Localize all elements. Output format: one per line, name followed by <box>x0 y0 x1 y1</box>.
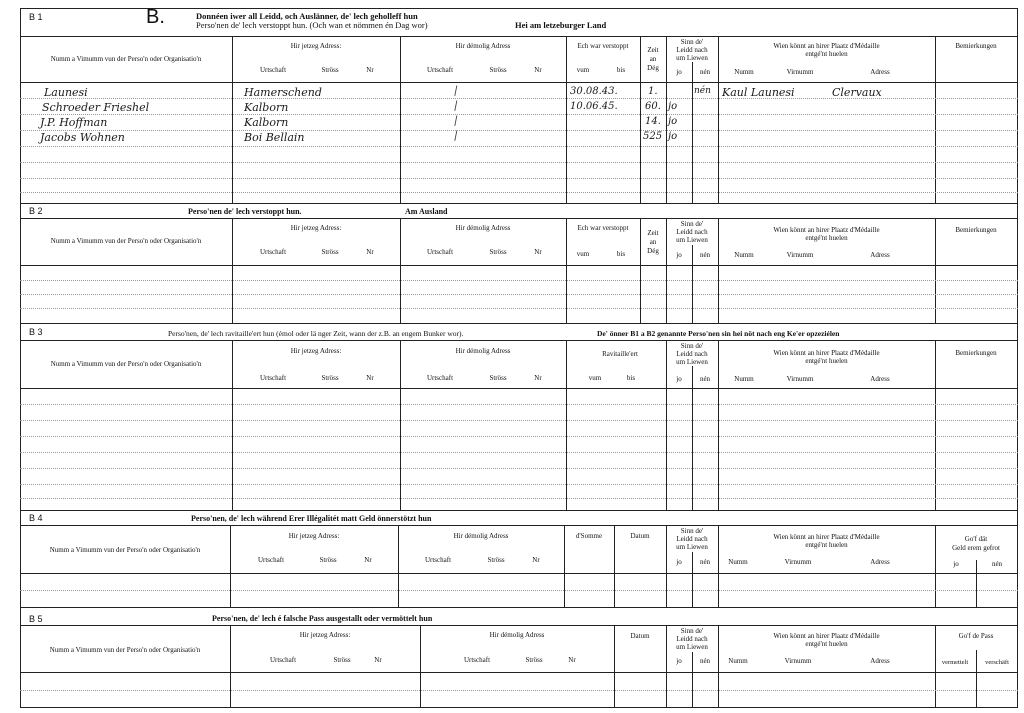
b5-sinn: Sinn de' <box>680 627 704 635</box>
b3-medaille: Wien könnt an hirer Plaatz d'Médaille <box>773 349 880 357</box>
b5-stross: Ströss <box>333 656 351 664</box>
b2-liewen: um Liewen <box>676 236 708 244</box>
section-b2-id: B 2 <box>29 206 43 216</box>
b1-sinn: Sinn de' <box>680 38 704 46</box>
form-title-line2: Perso'nen de' lech verstoppt hun. (Och wan et nömmen én Dag wor) <box>196 20 428 30</box>
b1-nen: nén <box>699 68 711 76</box>
b5-urtschaft: Urtschaft <box>269 656 297 664</box>
b5-numm: Numm <box>728 657 748 665</box>
b5-medaille: Wien könnt an hirer Plaatz d'Médaille <box>773 632 880 640</box>
b1-row2-days: 60. <box>645 101 661 112</box>
b3-numm: Numm <box>734 375 754 383</box>
b2-medaille2: entgé'nt huelen <box>805 234 848 242</box>
section-b1-id: B 1 <box>29 12 43 22</box>
b5-jo: jo <box>676 657 682 665</box>
b4-stross: Ströss <box>319 556 337 564</box>
form-title-line2b: Hei am letzeburger Land <box>515 20 607 30</box>
b4-name-header: Numm a Vimumm vun der Perso'n oder Organisatio'n <box>49 546 201 554</box>
b1-virnumm: Virnumm <box>786 68 814 76</box>
b2-leidd: Leidd nach <box>676 228 708 236</box>
b1-addr-former-header: Hir démolig Adress <box>455 42 511 50</box>
b1-nr-former: Nr <box>534 66 542 74</box>
b1-adress: Adress <box>870 68 890 76</box>
b3-addr-former: Hir démolig Adress <box>455 347 511 355</box>
b5-addr-former: Hir démolig Adress <box>489 631 545 639</box>
section-b3-title: Perso'nen, de' lech ravitaille'ert hun (émol oder lä nger Zeit, wann der z.B. an engem Bunker wor). <box>168 329 464 338</box>
b2-virnumm: Virnumm <box>786 251 814 259</box>
b1-row3-days: 14. <box>645 116 661 127</box>
section-b5-title: Perso'nen, de' lech é falsche Pass ausgestallt oder vermöttelt hun <box>212 614 433 623</box>
b3-virnumm: Virnumm <box>786 375 814 383</box>
b4-nen: nén <box>699 558 711 566</box>
b4-addr-current: Hir jetzeg Adress: <box>288 532 340 540</box>
b2-zeit-an: an <box>649 238 657 246</box>
b2-adress: Adress <box>870 251 890 259</box>
b2-stross: Ströss <box>321 248 339 256</box>
b2-ech-war: Ech war verstoppt <box>577 224 629 232</box>
b1-nr: Nr <box>366 66 374 74</box>
b5-virnumm: Virnumm <box>784 657 812 665</box>
b1-ech-war: Ech war verstoppt <box>577 42 629 50</box>
b5-nr-former: Nr <box>568 656 576 664</box>
section-b3-id: B 3 <box>29 327 43 337</box>
b1-row1-from: 30.08.43. <box>570 86 618 97</box>
b3-vum: vum <box>588 374 602 382</box>
b5-liewen: um Liewen <box>676 643 708 651</box>
b1-zeit: Zeit <box>647 46 659 54</box>
b1-row4-name: Jacobs Wohnen <box>40 131 125 144</box>
b1-row4-days: 525 <box>643 131 663 142</box>
b1-row2-from: 10.06.45. <box>570 101 618 112</box>
b1-stross-former: Ströss <box>489 66 507 74</box>
b4-leidd: Leidd nach <box>676 535 708 543</box>
b2-zeit-deg: Dég <box>647 247 659 255</box>
b1-addr-current-header: Hir jetzeg Adress: <box>290 42 342 50</box>
b1-vum: vum <box>576 66 590 74</box>
b3-nen: nén <box>699 375 711 383</box>
b4-stross-former: Ströss <box>487 556 505 564</box>
b2-numm: Numm <box>734 251 754 259</box>
frame-top <box>20 8 1018 9</box>
b2-addr-current: Hir jetzeg Adress: <box>290 224 342 232</box>
form-letter: B. <box>146 6 165 28</box>
b1-row2-name: Schroeder Frieshel <box>42 101 150 114</box>
b1-urtschaft-former: Urtschaft <box>426 66 454 74</box>
b5-nen: nén <box>699 657 711 665</box>
b3-adress: Adress <box>870 375 890 383</box>
frame-right <box>1017 8 1018 708</box>
b2-urtschaft: Urtschaft <box>259 248 287 256</box>
b2-zeit: Zeit <box>647 229 659 237</box>
b1-zeit-deg: Dég <box>647 64 659 72</box>
section-b5-id: B 5 <box>29 614 43 624</box>
b1-row1-urtschaft: Hamerschend <box>244 86 322 99</box>
b2-nr-former: Nr <box>534 248 542 256</box>
form-title-line1: Donnéen iwer all Leidd, och Auslänner, de' lech geholleff hun <box>196 11 418 21</box>
b4-virnumm: Virnumm <box>784 558 812 566</box>
b3-addr-current: Hir jetzeg Adress: <box>290 347 342 355</box>
b3-stross: Ströss <box>321 374 339 382</box>
b1-dash-1: ⁄ <box>452 84 460 98</box>
b1-leidd: Leidd nach <box>676 46 708 54</box>
b4-nr-former: Nr <box>532 556 540 564</box>
b3-liewen: um Liewen <box>676 358 708 366</box>
b1-row1-days: 1. <box>648 86 658 97</box>
b5-medaille2: entgé'nt huelen <box>805 640 848 648</box>
b3-nr: Nr <box>366 374 374 382</box>
b4-liewen: um Liewen <box>676 543 708 551</box>
b1-dash-4: ⁄ <box>452 129 460 143</box>
b1-row2-urtschaft: Kalborn <box>244 101 289 114</box>
section-b2-title: Perso'nen de' lech verstoppt hun. <box>188 207 302 216</box>
section-b2-title-b: Am Ausland <box>405 207 448 216</box>
b3-leidd: Leidd nach <box>676 350 708 358</box>
b1-dash-3: ⁄ <box>452 114 460 128</box>
b1-urtschaft: Urtschaft <box>259 66 287 74</box>
b5-adress: Adress <box>870 657 890 665</box>
b4-nr: Nr <box>364 556 372 564</box>
b2-urtschaft-former: Urtschaft <box>426 248 454 256</box>
b1-row1-med-name: Kaul Launesi <box>722 86 795 99</box>
b1-row3-urtschaft: Kalborn <box>244 116 289 129</box>
b4-medaille: Wien könnt an hirer Plaatz d'Médaille <box>773 533 880 541</box>
b4-gof: Go'f dät <box>964 535 988 543</box>
b3-nr-former: Nr <box>534 374 542 382</box>
b1-medaille2: entgé'nt huelen <box>805 50 848 58</box>
b4-addr-former: Hir démolig Adress <box>453 532 509 540</box>
b4-gof-nen: nén <box>991 560 1003 568</box>
b1-liewen: um Liewen <box>676 54 708 62</box>
b3-bis: bis <box>626 374 636 382</box>
b1-medaille: Wien könnt an hirer Plaatz d'Médaille <box>773 42 880 50</box>
b1-jo: jo <box>676 68 682 76</box>
b5-nr: Nr <box>374 656 382 664</box>
b2-addr-former: Hir démolig Adress <box>455 224 511 232</box>
b3-ravit: Ravitaille'ert <box>602 350 638 358</box>
b3-jo: jo <box>676 375 682 383</box>
b1-numm: Numm <box>734 68 754 76</box>
b2-medaille: Wien könnt an hirer Plaatz d'Médaille <box>773 226 880 234</box>
b1-dash-2: ⁄ <box>452 99 460 113</box>
b1-row1-dead: nén <box>694 86 711 96</box>
b1-row4-urtschaft: Boi Bellain <box>244 131 305 144</box>
b4-medaille2: entgé'nt huelen <box>805 541 848 549</box>
b1-zeit-an: an <box>649 55 657 63</box>
b3-stross-former: Ströss <box>489 374 507 382</box>
b1-stross: Ströss <box>321 66 339 74</box>
b2-nr: Nr <box>366 248 374 256</box>
b4-datum: Datum <box>630 532 650 540</box>
b4-gof2: Geld erem gefrot <box>952 544 1000 552</box>
b2-nen: nén <box>699 251 711 259</box>
b2-bis: bis <box>616 250 626 258</box>
b5-gof: Go'f de Pass <box>958 632 994 640</box>
b5-urtschaft-former: Urtschaft <box>463 656 491 664</box>
b4-adress: Adress <box>870 558 890 566</box>
b1-row3-alive: jo <box>668 116 678 127</box>
b4-urtschaft-former: Urtschaft <box>424 556 452 564</box>
section-b3-title-b: De' önner B1 a B2 genannte Perso'nen sin hei nöt nach eng Ke'er opzeziélen <box>597 329 840 338</box>
b2-stross-former: Ströss <box>489 248 507 256</box>
b4-numm: Numm <box>728 558 748 566</box>
b3-bemierkungen: Bemierkungen <box>955 349 997 357</box>
section-b4-id: B 4 <box>29 513 43 523</box>
b1-row1-med-first: Clervaux <box>832 86 882 99</box>
b1-row3-name: J.P. Hoffman <box>40 116 108 129</box>
b5-stross-former: Ströss <box>525 656 543 664</box>
b4-urtschaft: Urtschaft <box>257 556 285 564</box>
b2-bemierkungen: Bemierkungen <box>955 226 997 234</box>
frame-left <box>20 8 21 708</box>
b2-name-header: Numm a Vimumm vun der Perso'n oder Organisatio'n <box>50 237 202 245</box>
b5-datum: Datum <box>630 632 650 640</box>
b1-bis: bis <box>616 66 626 74</box>
b1-row4-alive: jo <box>668 131 678 142</box>
section-b4-title: Perso'nen, de' lech während Erer Illégalitét matt Geld önnerstötzt hun <box>191 514 432 523</box>
b5-verschaft: verschäft <box>985 659 1009 666</box>
b3-urtschaft-former: Urtschaft <box>426 374 454 382</box>
b1-bemierkungen: Bemierkungen <box>955 42 997 50</box>
b3-urtschaft: Urtschaft <box>259 374 287 382</box>
b2-sinn: Sinn de' <box>680 220 704 228</box>
b5-addr-current: Hir jetzeg Adress: <box>299 631 351 639</box>
b1-row1-name: Launesi <box>44 86 88 99</box>
b5-leidd: Leidd nach <box>676 635 708 643</box>
b4-somme: d'Somme <box>575 532 603 540</box>
b3-medaille2: entgé'nt huelen <box>805 357 848 365</box>
b2-jo: jo <box>676 251 682 259</box>
b3-sinn: Sinn de' <box>680 342 704 350</box>
b3-name-header: Numm a Vimumm vun der Perso'n oder Organisatio'n <box>50 360 202 368</box>
frame-bottom <box>20 707 1018 708</box>
b1-row2-alive: jo <box>668 101 678 112</box>
b2-vum: vum <box>576 250 590 258</box>
b4-sinn: Sinn de' <box>680 527 704 535</box>
b4-jo: jo <box>676 558 682 566</box>
b5-name-header: Numm a Vimumm vun der Perso'n oder Organisatio'n <box>49 646 201 654</box>
b5-vermettelt: vermettelt <box>941 659 969 666</box>
b1-name-header: Numm a Vimumm vun der Perso'n oder Organisatio'n <box>50 55 202 63</box>
b4-gof-jo: jo <box>953 560 959 568</box>
